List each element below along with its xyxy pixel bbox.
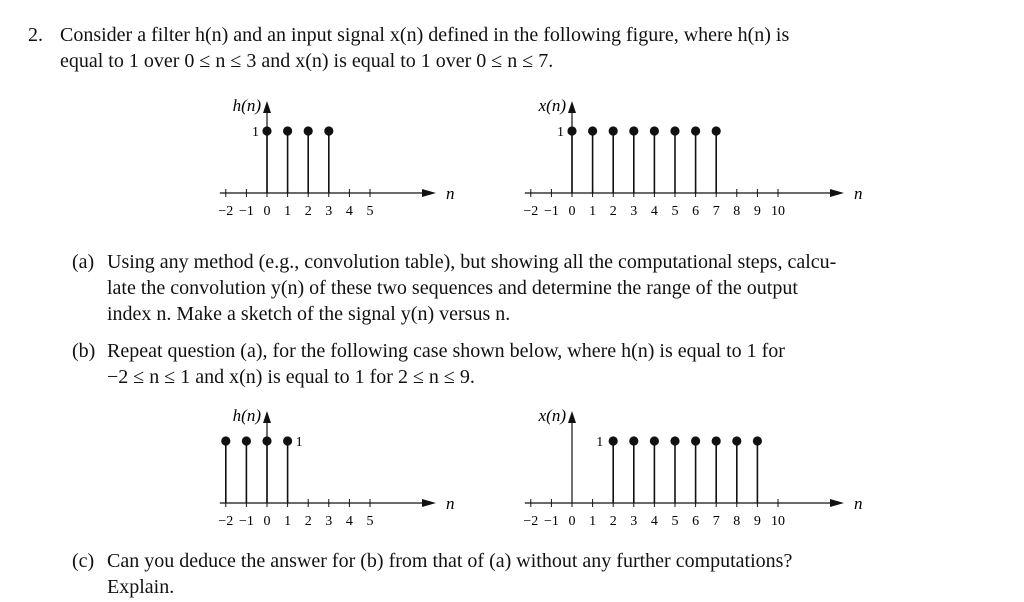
- x-tick-label: 4: [345, 514, 353, 529]
- stem-dot: [629, 126, 638, 135]
- x-tick-label: −2: [523, 204, 539, 219]
- stem-dot: [609, 436, 618, 445]
- stem-dot: [262, 126, 271, 135]
- x-tick-label: 1: [589, 204, 597, 219]
- x-axis-arrow: [830, 499, 844, 507]
- y-axis-arrow: [568, 101, 576, 113]
- stem-dot: [670, 126, 679, 135]
- y-axis-arrow: [568, 411, 576, 423]
- stem-dot: [712, 436, 721, 445]
- x-tick-label: 10: [771, 204, 785, 219]
- stem-dot: [567, 126, 576, 135]
- x-tick-label: 5: [366, 204, 374, 219]
- stem-dot: [324, 126, 333, 135]
- y-axis-arrow: [263, 411, 271, 423]
- problem-intro-line2: equal to 1 over 0 ≤ n ≤ 3 and x(n) is equal to 1 over 0 ≤ n ≤ 7.: [60, 50, 554, 72]
- y-axis-label: x(n): [538, 406, 566, 425]
- x-tick-label: 7: [712, 204, 720, 219]
- stem-dot: [609, 126, 618, 135]
- stem-dot: [588, 126, 597, 135]
- stem-dot: [283, 436, 292, 445]
- y-axis-label: h(n): [232, 96, 261, 115]
- x-tick-label: 0: [263, 204, 271, 219]
- stem-plot-h-a: [205, 95, 475, 225]
- x-tick-label: 8: [733, 514, 741, 529]
- x-tick-label: 3: [325, 204, 333, 219]
- x-tick-label: −1: [543, 514, 559, 529]
- stem-dot: [221, 436, 230, 445]
- x-tick-label: −1: [238, 204, 254, 219]
- amplitude-label: 1: [252, 125, 259, 140]
- stem-dot: [691, 126, 700, 135]
- x-tick-label: −2: [218, 204, 234, 219]
- x-tick-label: 10: [771, 514, 785, 529]
- x-tick-label: 6: [692, 514, 700, 529]
- x-tick-label: 4: [650, 514, 658, 529]
- amplitude-label: 1: [596, 435, 604, 450]
- x-tick-label: −1: [238, 514, 254, 529]
- part-b-label: (b): [72, 340, 96, 362]
- x-axis-arrow: [422, 189, 436, 197]
- x-tick-label: 4: [650, 204, 658, 219]
- x-tick-label: 3: [325, 514, 333, 529]
- amplitude-label: 1: [295, 435, 303, 450]
- x-axis-label: n: [854, 184, 863, 203]
- x-tick-label: 0: [568, 514, 576, 529]
- stem-dot: [242, 436, 251, 445]
- x-tick-label: 2: [609, 204, 617, 219]
- x-tick-label: 0: [263, 514, 271, 529]
- x-tick-label: 0: [568, 204, 576, 219]
- x-tick-label: 1: [284, 514, 292, 529]
- x-tick-label: −1: [543, 204, 559, 219]
- part-a-line3: index n. Make a sketch of the signal y(n) versus n.: [107, 303, 511, 325]
- x-tick-label: 5: [671, 204, 679, 219]
- x-tick-label: 2: [304, 514, 312, 529]
- x-axis-arrow: [830, 189, 844, 197]
- stem-plot-h-b: [205, 405, 475, 535]
- part-a-line1: Using any method (e.g., convolution table), but showing all the computational steps, calcu-: [107, 251, 837, 273]
- stem-dot: [650, 126, 659, 135]
- problem-intro-line1: Consider a filter h(n) and an input signal x(n) defined in the following figure, where h(n) is: [60, 24, 790, 46]
- x-axis-label: n: [446, 494, 455, 513]
- x-tick-label: −2: [523, 514, 539, 529]
- stem-dot: [304, 126, 313, 135]
- stem-dot: [283, 126, 292, 135]
- x-tick-label: 9: [753, 204, 761, 219]
- stem-dot: [650, 436, 659, 445]
- part-c-line2: Explain.: [107, 576, 175, 598]
- stem-dot: [629, 436, 638, 445]
- stem-plot-x-b: [510, 405, 863, 535]
- amplitude-label: 1: [557, 125, 564, 140]
- x-tick-label: 8: [733, 204, 741, 219]
- x-axis-label: n: [446, 184, 455, 203]
- stem-plot-x-a: [510, 95, 863, 225]
- x-tick-label: 1: [589, 514, 597, 529]
- y-axis-label: h(n): [232, 406, 261, 425]
- part-b-line2: −2 ≤ n ≤ 1 and x(n) is equal to 1 for 2 ≤ n ≤ 9.: [107, 366, 475, 388]
- stem-dot: [262, 436, 271, 445]
- x-tick-label: 9: [753, 514, 761, 529]
- x-tick-label: 1: [284, 204, 292, 219]
- problem-number: 2.: [28, 24, 43, 46]
- y-axis-arrow: [263, 101, 271, 113]
- x-tick-label: 2: [304, 204, 312, 219]
- x-tick-label: 2: [609, 514, 617, 529]
- stem-dot: [732, 436, 741, 445]
- part-c-label: (c): [72, 550, 95, 572]
- stem-dot: [712, 126, 721, 135]
- x-tick-label: 3: [630, 204, 638, 219]
- x-tick-label: 7: [712, 514, 720, 529]
- stem-dot: [753, 436, 762, 445]
- x-tick-label: 3: [630, 514, 638, 529]
- x-tick-label: 6: [692, 204, 700, 219]
- part-b-line1: Repeat question (a), for the following case shown below, where h(n) is equal to 1 for: [107, 340, 785, 362]
- part-a-line2: late the convolution y(n) of these two sequences and determine the range of the output: [107, 277, 798, 299]
- x-tick-label: 4: [345, 204, 353, 219]
- x-tick-label: 5: [671, 514, 679, 529]
- x-axis-arrow: [422, 499, 436, 507]
- stem-dot: [670, 436, 679, 445]
- x-axis-label: n: [854, 494, 863, 513]
- stem-dot: [691, 436, 700, 445]
- x-tick-label: −2: [218, 514, 234, 529]
- y-axis-label: x(n): [538, 96, 566, 115]
- part-a-label: (a): [72, 251, 95, 273]
- x-tick-label: 5: [366, 514, 374, 529]
- part-c-line1: Can you deduce the answer for (b) from that of (a) without any further computations?: [107, 550, 793, 572]
